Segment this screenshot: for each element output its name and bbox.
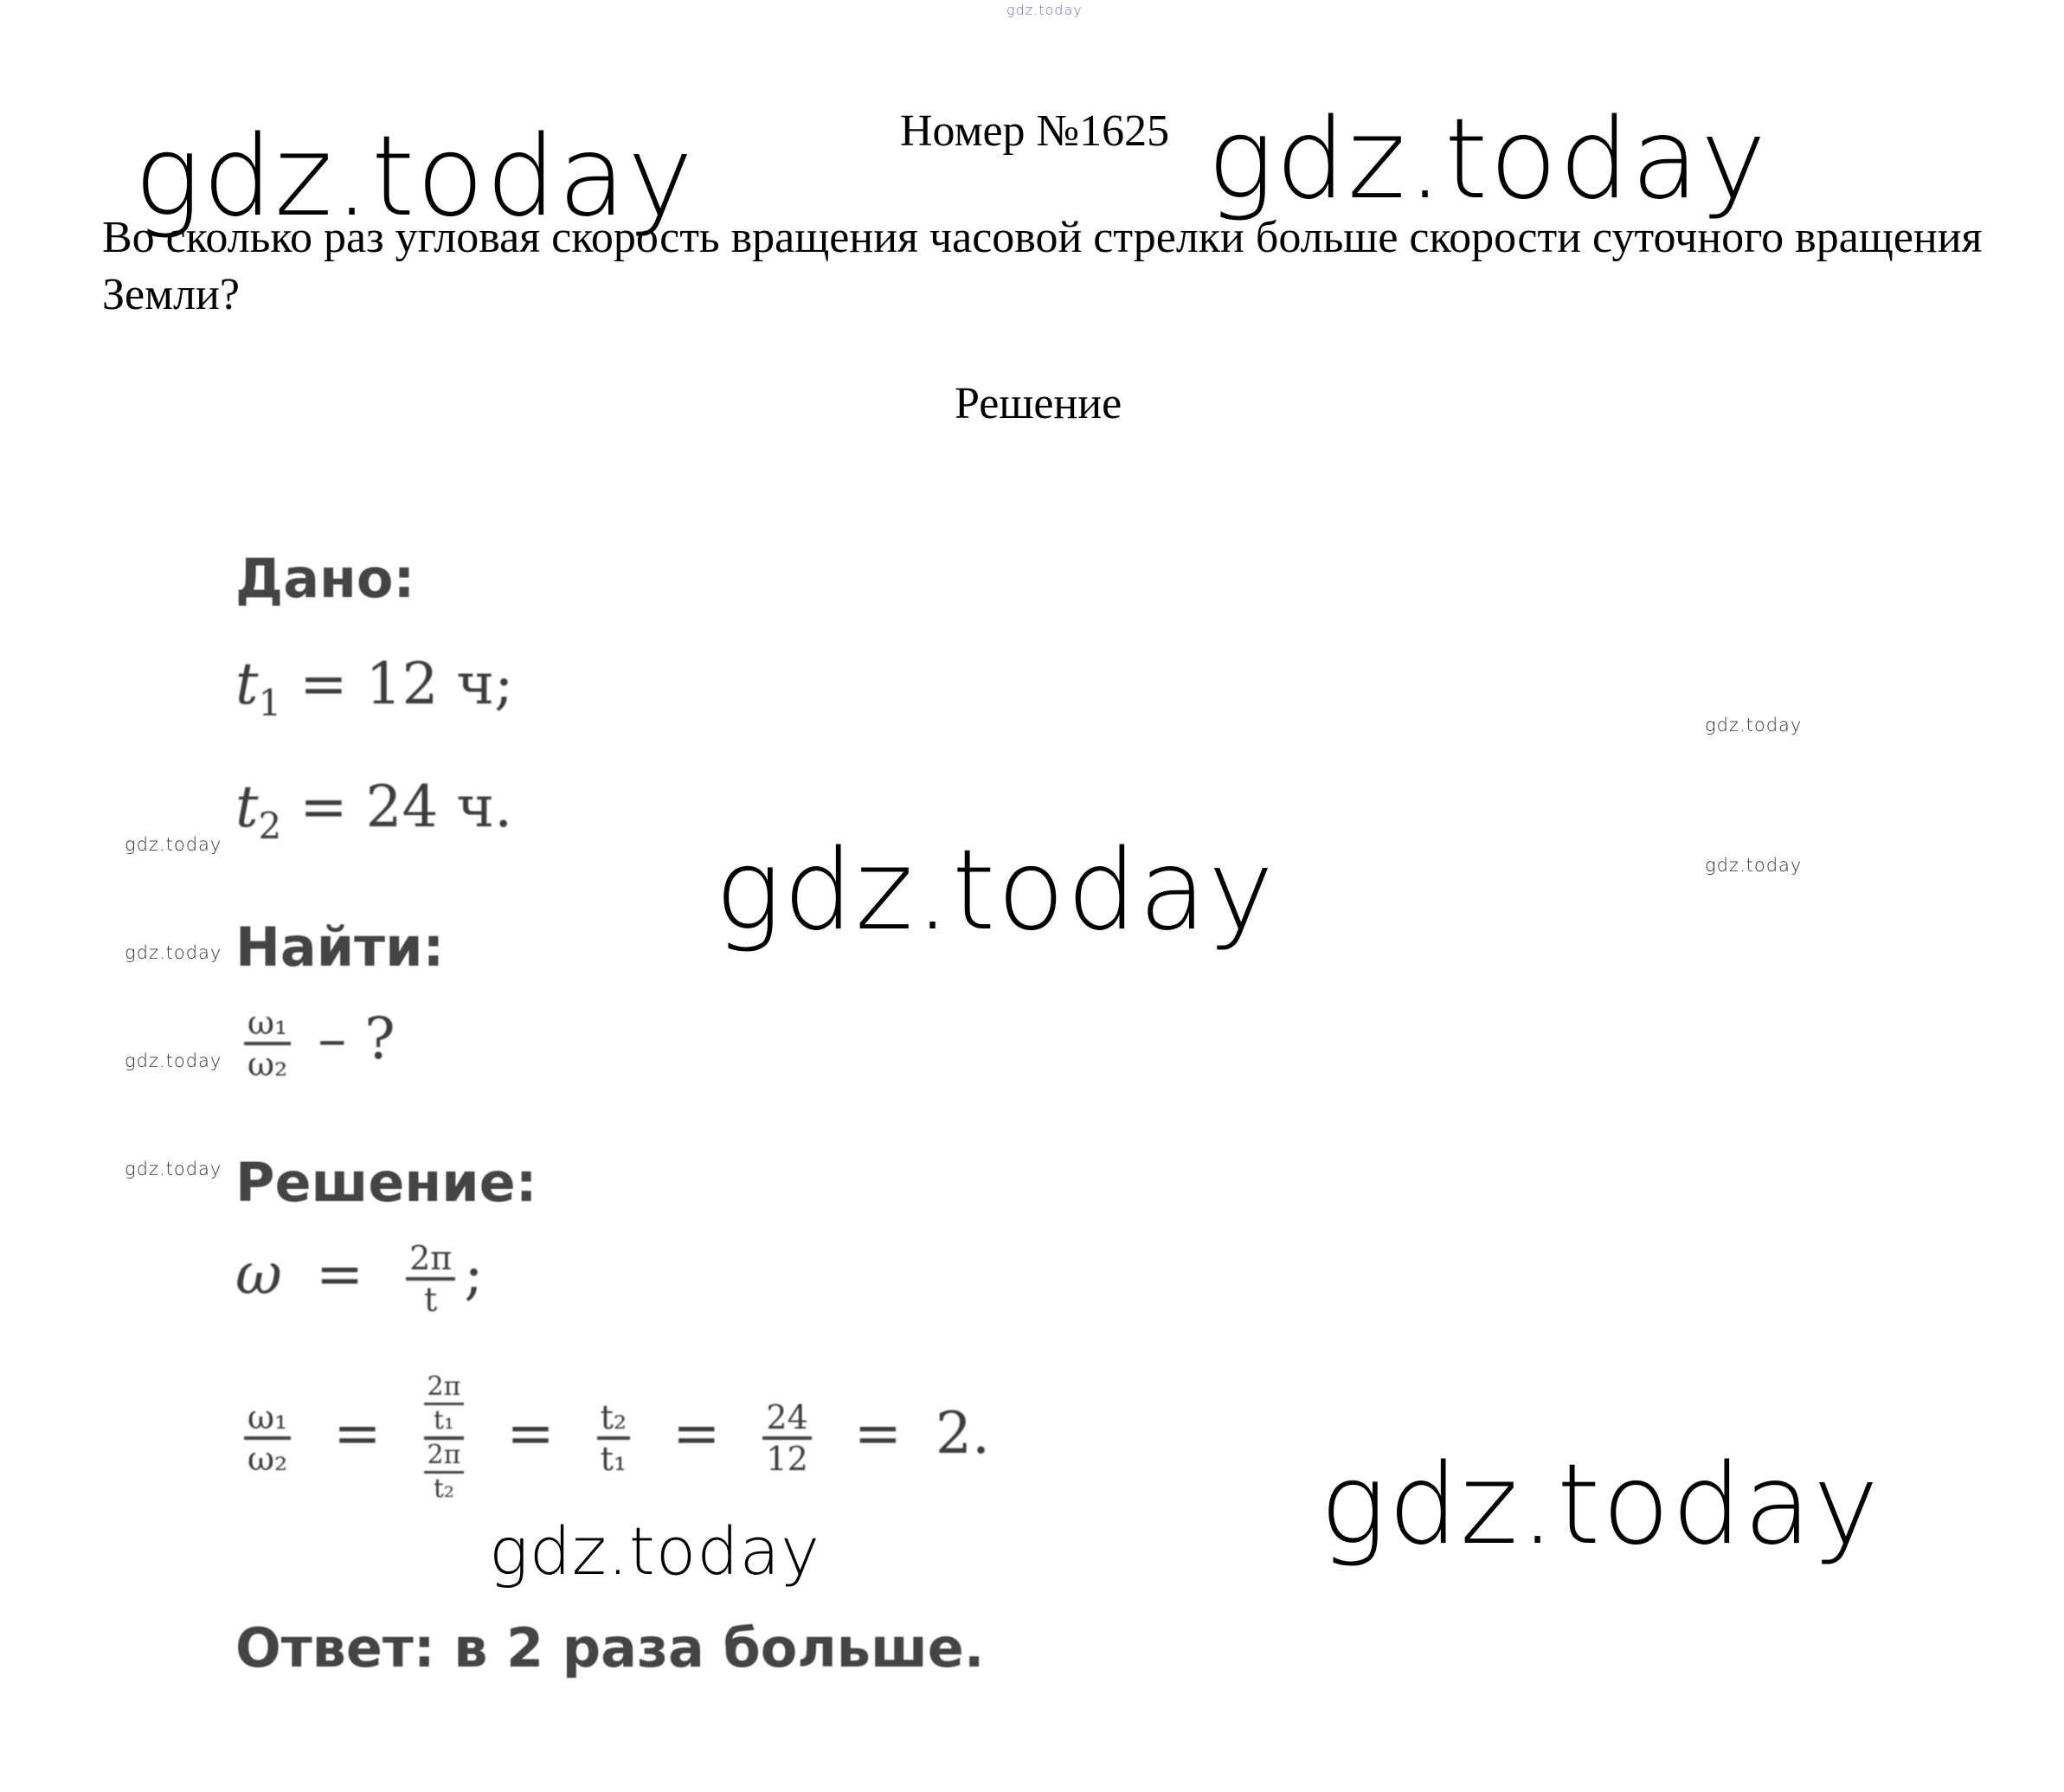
fraction-denominator: ω₂ [248, 1045, 288, 1083]
answer-text: Ответ: в 2 раза больше. [235, 1616, 985, 1680]
fraction-numerator: t₂ [600, 1398, 627, 1436]
equals-sign: = [315, 1241, 364, 1307]
t2-value: = 24 ч. [299, 774, 513, 840]
watermark-small: gdz.today [125, 1050, 222, 1071]
formula-fraction [406, 1239, 455, 1319]
equals-sign: = [853, 1400, 903, 1467]
watermark-medium: gdz.today [489, 1513, 820, 1590]
question-text: Во сколько раз угловая скорость вращения часовой стрелки больше скорости суточного вращения Земли? [102, 213, 1983, 319]
watermark-large: gdz.today [715, 826, 1276, 955]
nested-fraction [424, 1371, 465, 1505]
fraction-numerator: 2π [427, 1440, 461, 1470]
fraction-denominator: 12 [766, 1440, 808, 1478]
page-title: Номер №1625 [900, 106, 1170, 156]
equals-sign: = [333, 1400, 382, 1467]
formula-semicolon: ; [464, 1241, 484, 1307]
watermark-small: gdz.today [125, 834, 222, 855]
given-label: Дано: [235, 547, 415, 610]
watermark-top: gdz.today [1006, 2, 1083, 18]
nested-top-fraction [424, 1371, 465, 1436]
equals-sign: = [672, 1400, 721, 1467]
nested-bottom-fraction [424, 1440, 465, 1505]
var-t: t [235, 651, 259, 717]
watermark-small: gdz.today [1705, 855, 1803, 876]
subscript: 1 [258, 682, 282, 724]
fraction-denominator: t₁ [600, 1440, 627, 1478]
fraction-numerator: 2π [427, 1371, 461, 1402]
solve-label: Решение: [235, 1151, 537, 1214]
time-ratio-fraction [597, 1398, 631, 1478]
watermark-large: gdz.today [1320, 1441, 1881, 1570]
given-t1 [235, 651, 513, 724]
fraction-numerator: 24 [766, 1398, 808, 1436]
formula-omega [235, 1239, 484, 1319]
fraction-denominator: t₁ [433, 1405, 454, 1436]
watermark-large: gdz.today [134, 112, 695, 241]
fraction-denominator: t₂ [433, 1474, 454, 1504]
watermark-small: gdz.today [125, 942, 222, 963]
find-label: Найти: [235, 915, 445, 979]
number-ratio-fraction [762, 1398, 811, 1478]
fraction-numerator: ω₁ [248, 1398, 288, 1436]
ratio-calculation [235, 1371, 990, 1505]
fraction-numerator: 2π [409, 1239, 453, 1277]
fraction-numerator: ω₁ [248, 1004, 288, 1042]
watermark-large: gdz.today [1207, 95, 1768, 224]
omega-symbol: ω [235, 1241, 282, 1307]
result-value: 2. [936, 1400, 991, 1467]
watermark-small: gdz.today [1705, 715, 1803, 735]
given-t2 [235, 774, 512, 847]
var-t: t [235, 774, 259, 840]
solution-heading: Решение [955, 379, 1122, 428]
fraction-denominator: ω₂ [248, 1440, 288, 1478]
watermark-small: gdz.today [125, 1159, 222, 1179]
omega-ratio-fraction [244, 1004, 291, 1083]
find-expression [235, 1004, 395, 1083]
subscript: 2 [258, 805, 282, 847]
fraction-denominator: t [424, 1281, 438, 1319]
find-question: – ? [318, 1005, 395, 1072]
omega-ratio-fraction [244, 1398, 291, 1478]
equals-sign: = [506, 1400, 555, 1467]
t1-value: = 12 ч; [299, 651, 514, 717]
